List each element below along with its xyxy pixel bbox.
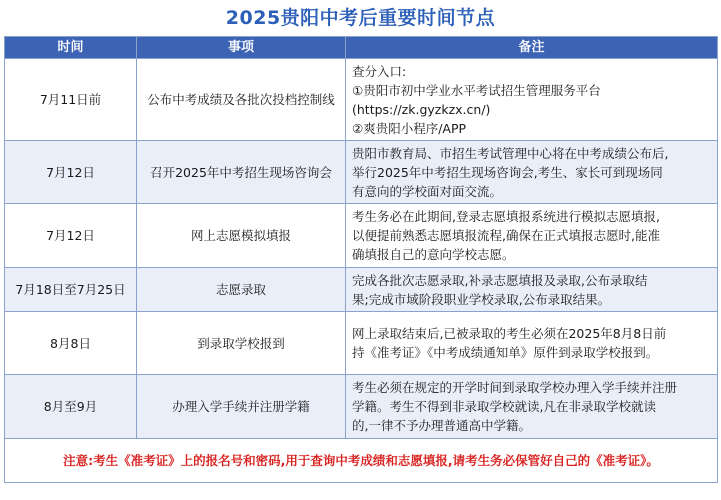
row-item: 公布中考成绩及各批次投档控制线: [137, 59, 346, 141]
table-row: [5, 375, 718, 439]
row-time: 7月12日: [5, 141, 137, 204]
row-remarks: [346, 141, 718, 204]
row-remarks: [346, 312, 718, 375]
row-time: 7月11日前: [5, 59, 137, 141]
remarks-line: 学籍。考生不得到非录取学校就读,凡在非录取学校就读: [352, 399, 656, 414]
remarks-line: 查分入口:: [352, 63, 407, 79]
row-remarks: [346, 268, 718, 312]
remarks-line: (https://zk.gyzkzx.cn/): [352, 101, 491, 117]
row-item: 网上志愿模拟填报: [137, 204, 346, 268]
table-row: [5, 141, 718, 204]
table-row: [5, 312, 718, 375]
header-remarks: 备注: [346, 37, 718, 59]
remarks-line: 持《准考证》《中考成绩通知单》原件到录取学校报到。: [352, 345, 659, 360]
row-time: 7月12日: [5, 204, 137, 268]
remarks-line: 考生必须在规定的开学时间到录取学校办理入学手续并注册: [352, 380, 678, 395]
remarks-line: 网上录取结束后,已被录取的考生必须在2025年8月8日前: [352, 326, 667, 341]
remarks-line: ①贵阳市初中学业水平考试招生管理服务平台: [352, 82, 601, 98]
row-time: 8月8日: [5, 312, 137, 375]
note-text: 注意:考生《准考证》上的报名号和密码,用于查询中考成绩和志愿填报,请考生务必保管好自己的《准考证》。: [5, 439, 718, 483]
row-remarks: [346, 204, 718, 268]
note-row: [5, 439, 718, 483]
row-time: 8月至9月: [5, 375, 137, 439]
schedule-table: [4, 36, 718, 483]
remarks-line: 有意向的学校面对面交流。: [352, 183, 503, 199]
page-title: 2025贵阳中考后重要时间节点: [225, 7, 496, 29]
remarks-line: 完成各批次志愿录取,补录志愿填报及录取,公布录取结: [352, 272, 648, 288]
header-time: 时间: [5, 37, 137, 59]
table-row: [5, 268, 718, 312]
table-row: [5, 59, 718, 141]
remarks-line: 果;完成市域阶段职业学校录取,公布录取结果。: [352, 291, 611, 307]
row-item: 办理入学手续并注册学籍: [137, 375, 346, 439]
table-header-row: [5, 37, 718, 59]
row-item: 到录取学校报到: [137, 312, 346, 375]
header-item: 事项: [137, 37, 346, 59]
row-time: 7月18日至7月25日: [5, 268, 137, 312]
row-item: 志愿录取: [137, 268, 346, 312]
row-remarks: [346, 59, 718, 141]
table-row: [5, 204, 718, 268]
remarks-line: 以便提前熟悉志愿填报流程,确保在正式填报志愿时,能准: [352, 228, 660, 243]
row-remarks: [346, 375, 718, 439]
remarks-line: ②爽贵阳小程序/APP: [352, 120, 467, 136]
remarks-line: 的,一律不予办理普通高中学籍。: [352, 418, 531, 433]
remarks-line: 考生务必在此期间,登录志愿填报系统进行模拟志愿填报,: [352, 209, 660, 224]
remarks-line: 举行2025年中考招生现场咨询会,考生、家长可到现场同: [352, 164, 663, 180]
row-item: 召开2025年中考招生现场咨询会: [137, 141, 346, 204]
remarks-line: 贵阳市教育局、市招生考试管理中心将在中考成绩公布后,: [352, 145, 669, 161]
remarks-line: 确填报自己的意向学校志愿。: [352, 247, 515, 262]
